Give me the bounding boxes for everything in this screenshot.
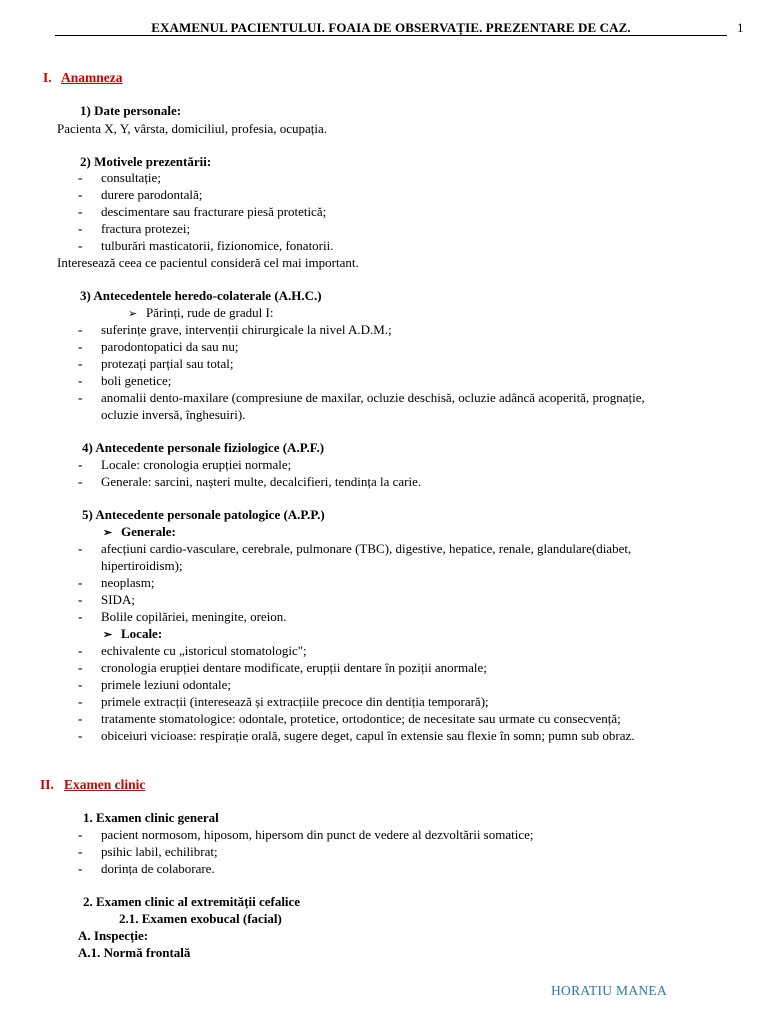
list-item: primele leziuni odontale;	[101, 677, 231, 692]
arrow-bullet-icon: ➢	[103, 527, 113, 539]
subsection-3-heading: 3) Antecedentele heredo-colaterale (A.H.C.)	[80, 288, 322, 303]
reasons-note: Interesează ceea ce pacientul consideră cel mai important.	[57, 255, 359, 270]
dash-icon: -	[78, 356, 83, 371]
dash-icon: -	[78, 238, 83, 253]
dash-icon: -	[78, 643, 83, 658]
exam-general-heading: 1. Examen clinic general	[83, 810, 219, 825]
list-item: cronologia erupției dentare modificate, erupții dentare în poziții anormale;	[101, 660, 487, 675]
section-2-title: Examen clinic	[64, 777, 146, 792]
list-item: Locale: cronologia erupției normale;	[101, 457, 292, 472]
dash-icon: -	[78, 677, 83, 692]
dash-icon: -	[78, 541, 83, 556]
list-item: pacient normosom, hiposom, hipersom din punct de vedere al dezvoltării somatice;	[101, 827, 534, 842]
list-item: protezați parțial sau total;	[101, 356, 234, 371]
app-local-label	[103, 626, 162, 642]
list-item: dorința de colaborare.	[101, 861, 215, 876]
section-2-number: II.	[40, 777, 54, 792]
dash-icon: -	[78, 170, 83, 185]
list-item: durere parodontală;	[101, 187, 203, 202]
list-item: tulburări masticatorii, fizionomice, fonatorii.	[101, 238, 334, 253]
list-item: primele extracții (interesează și extracțiile precoce din dentiția temporară);	[101, 694, 489, 709]
dash-icon: -	[78, 694, 83, 709]
list-item: afecțiuni cardio-vasculare, cerebrale, pulmonare (TBC), digestive, hepatice, renale, glandulare(diabet,	[101, 541, 632, 556]
page-number: 1	[737, 20, 744, 35]
dash-icon: -	[78, 221, 83, 236]
section-2-heading	[40, 777, 145, 793]
list-item: obiceiuri vicioase: respirație orală, sugere deget, capul în extensie sau flexie în somn; pumn sub obraz.	[101, 728, 635, 743]
list-item: Generale: sarcini, nașteri multe, decalcifieri, tendința la carie.	[101, 474, 422, 489]
dash-icon: -	[78, 711, 83, 726]
subsection-4-heading: 4) Antecedente personale fiziologice (A.P.F.)	[82, 440, 325, 455]
list-item: suferințe grave, intervenții chirurgicale la nivel A.D.M.;	[101, 322, 392, 337]
subsection-1-heading: 1) Date personale:	[80, 103, 182, 118]
list-item: parodontopatici da sau nu;	[101, 339, 239, 354]
ahc-subheading	[128, 305, 273, 321]
ahc-sub-label: Părinți, rude de gradul I:	[146, 305, 274, 320]
exam-exobucal-heading: 2.1. Examen exobucal (facial)	[119, 911, 282, 926]
arrow-bullet-icon: ➢	[103, 629, 113, 641]
list-item: descimentare sau fracturare piesă protetică;	[101, 204, 327, 219]
personal-data-text: Pacienta X, Y, vârsta, domiciliul, profesia, ocupația.	[57, 121, 328, 136]
dash-icon: -	[78, 827, 83, 842]
dash-icon: -	[78, 844, 83, 859]
dash-icon: -	[78, 373, 83, 388]
list-item-continuation: ocluzie inversă, înghesuiri).	[101, 407, 246, 422]
dash-icon: -	[78, 660, 83, 675]
dash-icon: -	[78, 339, 83, 354]
dash-icon: -	[78, 204, 83, 219]
footer-author: HORATIU MANEA	[551, 983, 668, 998]
section-1-heading	[43, 70, 123, 86]
dash-icon: -	[78, 474, 83, 489]
header-title: EXAMENUL PACIENTULUI. FOAIA DE OBSERVAȚIE. PREZENTARE DE CAZ.	[151, 20, 631, 35]
inspection-heading: A. Inspecție:	[78, 928, 149, 943]
header-rule	[55, 35, 727, 36]
local-label: Locale:	[121, 626, 163, 641]
section-1-title: Anamneza	[61, 70, 123, 85]
list-item: psihic labil, echilibrat;	[101, 844, 218, 859]
arrow-bullet-icon: ➢	[128, 308, 138, 320]
general-label: Generale:	[121, 524, 176, 539]
dash-icon: -	[78, 390, 83, 405]
list-item: echivalente cu „istoricul stomatologic";	[101, 643, 307, 658]
exam-cephalic-heading: 2. Examen clinic al extremității cefalice	[83, 894, 301, 909]
section-1-number: I.	[43, 70, 52, 85]
dash-icon: -	[78, 187, 83, 202]
dash-icon: -	[78, 609, 83, 624]
dash-icon: -	[78, 728, 83, 743]
app-general-label	[103, 524, 176, 540]
list-item: SIDA;	[101, 592, 135, 607]
frontal-norm-heading: A.1. Normă frontală	[78, 945, 191, 960]
list-item: anomalii dento-maxilare (compresiune de maxilar, ocluzie deschisă, ocluzie adâncă acoperită, prognație,	[101, 390, 645, 405]
list-item-continuation: hipertiroidism);	[101, 558, 183, 573]
subsection-5-heading: 5) Antecedente personale patologice (A.P.P.)	[82, 507, 325, 522]
list-item: Bolile copilăriei, meningite, oreion.	[101, 609, 287, 624]
list-item: neoplasm;	[101, 575, 155, 590]
list-item: tratamente stomatologice: odontale, protetice, ortodontice; de necesitate sau urmate cu consecvență;	[101, 711, 621, 726]
list-item: boli genetice;	[101, 373, 172, 388]
dash-icon: -	[78, 592, 83, 607]
subsection-2-heading: 2) Motivele prezentării:	[80, 154, 212, 169]
dash-icon: -	[78, 575, 83, 590]
list-item: fractura protezei;	[101, 221, 191, 236]
dash-icon: -	[78, 861, 83, 876]
dash-icon: -	[78, 322, 83, 337]
dash-icon: -	[78, 457, 83, 472]
list-item: consultație;	[101, 170, 161, 185]
